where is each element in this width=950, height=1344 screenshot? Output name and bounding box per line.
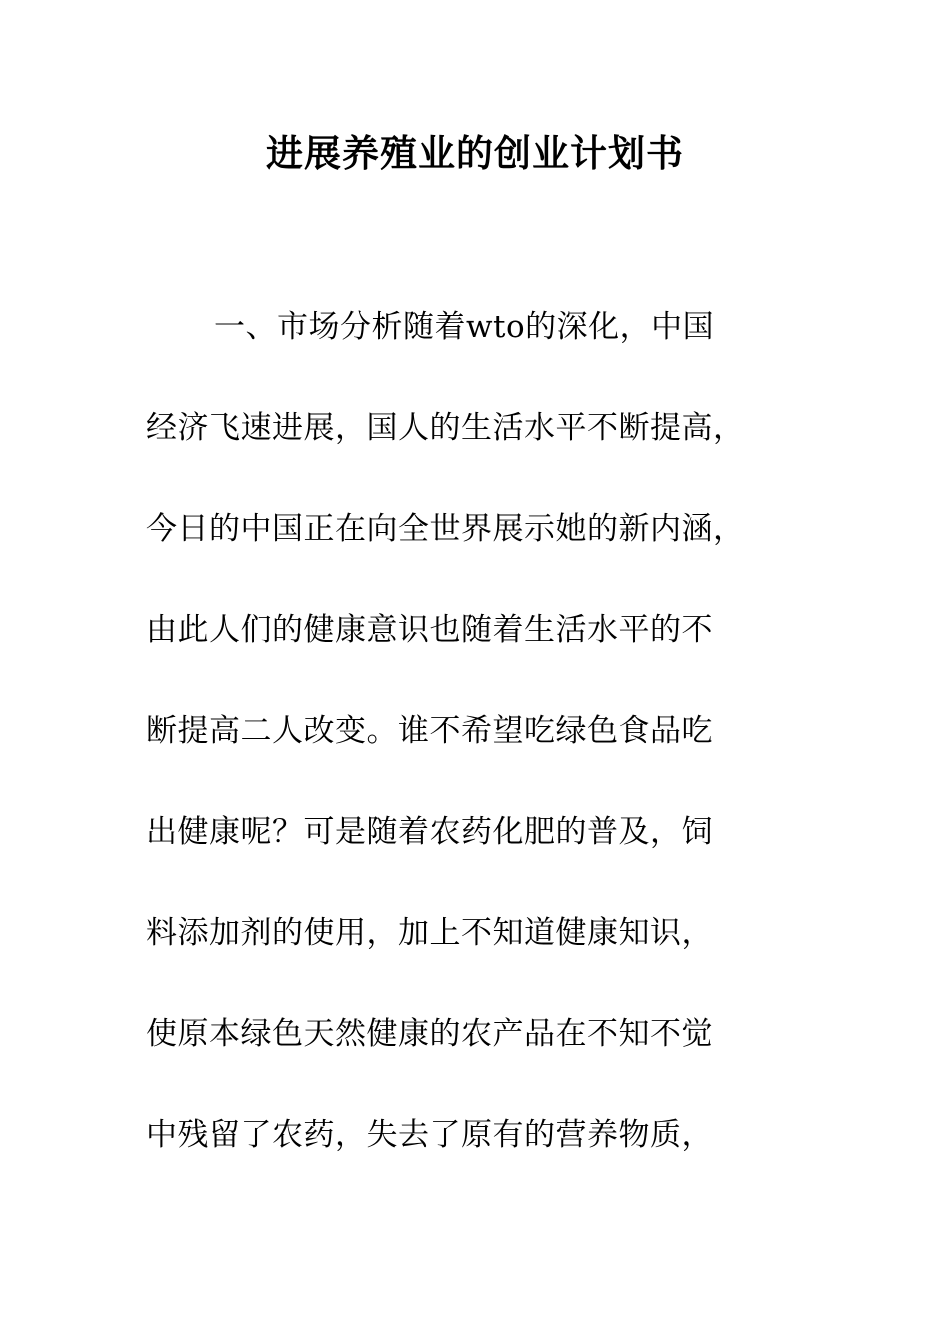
paragraph-line: 中残留了农药，失去了原有的营养物质，: [146, 1117, 713, 1153]
paragraph-line: 今日的中国正在向全世界展示她的新内涵，: [146, 511, 745, 547]
paragraph-line: 料添加剂的使用，加上不知道健康知识，: [146, 915, 713, 951]
paragraph-line: 出健康呢？可是随着农药化肥的普及，饲: [146, 814, 713, 850]
document-title: 进展养殖业的创业计划书: [266, 131, 684, 175]
paragraph-line: 断提高二人改变。谁不希望吃绿色食品吃: [146, 713, 713, 749]
paragraph-line: 由此人们的健康意识也随着生活水平的不: [146, 612, 713, 648]
paragraph-line: 一、市场分析随着wto的深化，中国: [214, 309, 715, 345]
paragraph-line: 使原本绿色天然健康的农产品在不知不觉: [146, 1016, 713, 1052]
paragraph-line: 经济飞速进展，国人的生活水平不断提高，: [146, 410, 745, 446]
document-body: [146, 300, 806, 1209]
